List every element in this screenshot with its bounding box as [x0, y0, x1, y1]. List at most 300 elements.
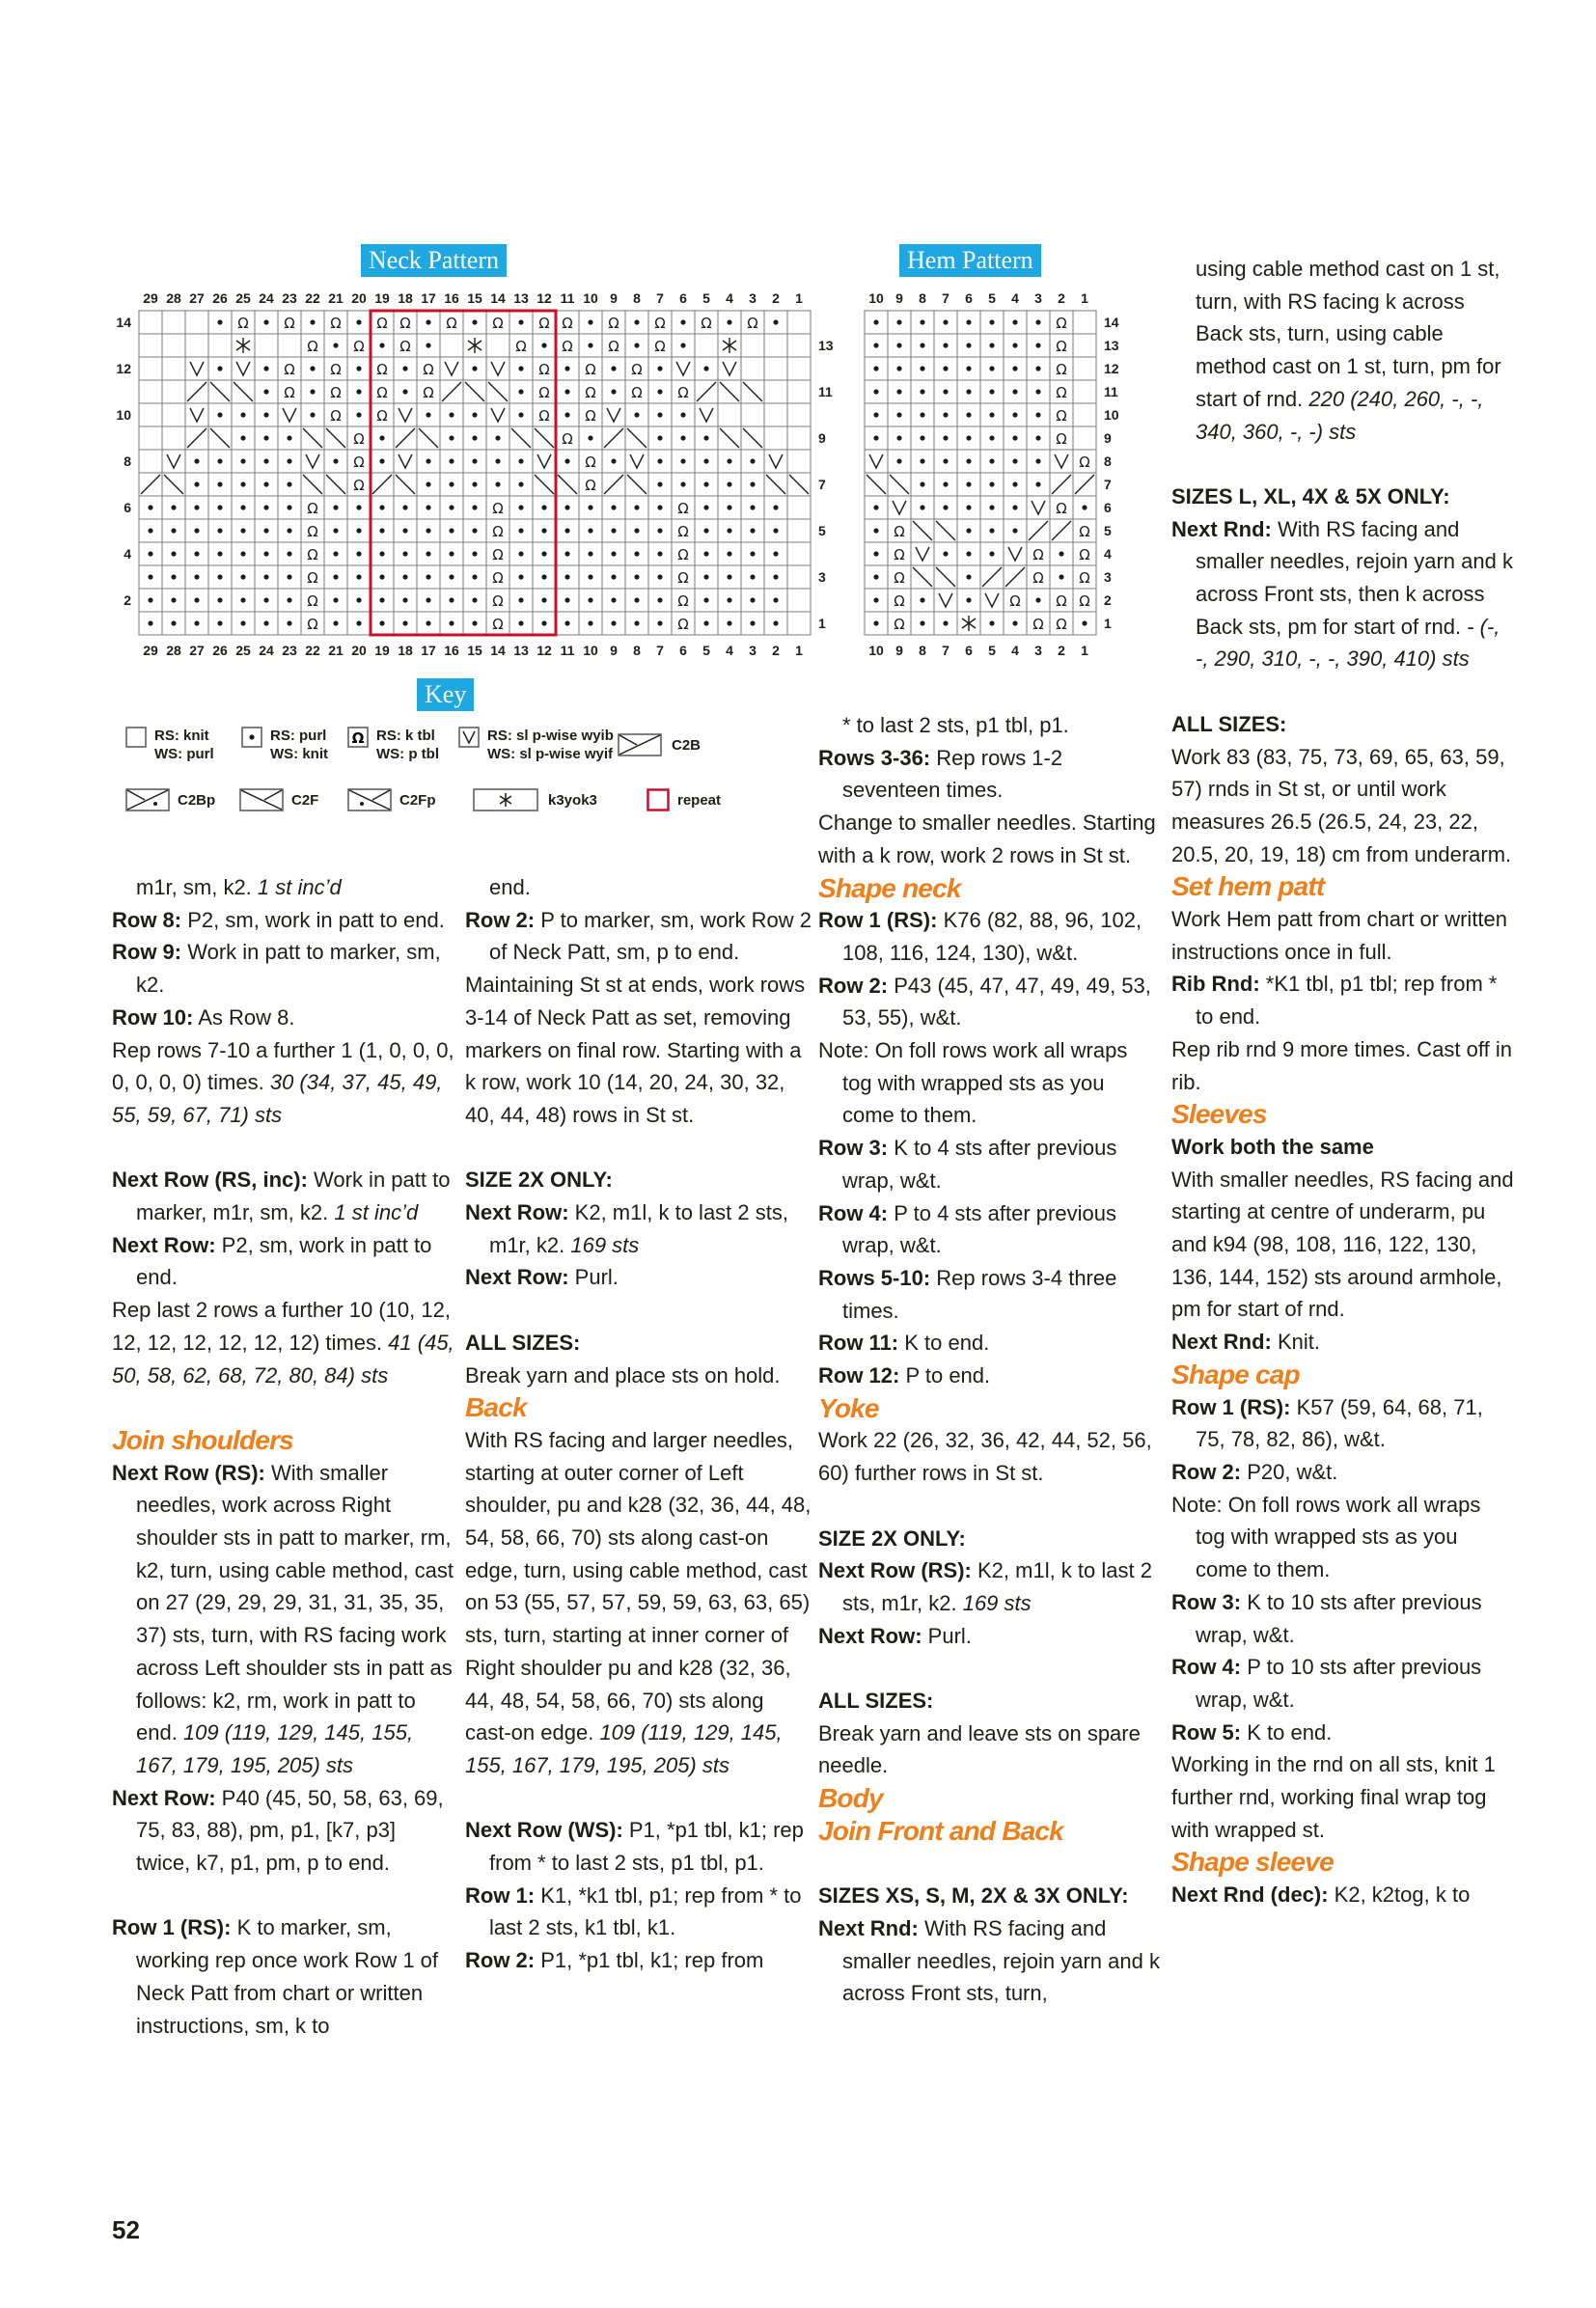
- purl-dot: [379, 458, 384, 463]
- purl-dot: [1035, 412, 1040, 417]
- purl-dot: [680, 412, 685, 417]
- twisted-stitch: Ω: [894, 523, 905, 540]
- purl-dot: [703, 481, 708, 486]
- column-number: 18: [398, 290, 413, 306]
- column-number: 1: [795, 290, 803, 306]
- paragraph: [112, 1294, 454, 1391]
- purl-dot: [727, 458, 731, 463]
- step-label: Next Row (RS):: [818, 1558, 972, 1583]
- purl-dot: [402, 528, 407, 533]
- purl-dot: [564, 505, 569, 509]
- purl-dot: [426, 505, 430, 509]
- purl-dot: [727, 620, 731, 625]
- pattern-row: [818, 1912, 1161, 2010]
- step-text: Break yarn and leave sts on spare needle.: [818, 1720, 1141, 1778]
- purl-dot: [634, 620, 639, 625]
- row-number: 4: [1104, 546, 1112, 562]
- twisted-stitch: Ω: [701, 315, 712, 332]
- chart-cell: [787, 542, 811, 565]
- column-number: 2: [772, 643, 780, 658]
- purl-dot: [518, 574, 523, 579]
- purl-dot: [611, 551, 616, 556]
- step-label: Next Row:: [112, 1232, 216, 1257]
- purl-dot: [518, 412, 523, 417]
- purl-dot: [541, 505, 546, 509]
- hem-pattern-chart: [859, 280, 1135, 666]
- twisted-stitch: Ω: [1009, 592, 1021, 610]
- step-text: Work 22 (26, 32, 36, 42, 44, 52, 56, 60) further rows in St st.: [818, 1428, 1152, 1486]
- pattern-row: [1171, 1489, 1514, 1586]
- section-heading: Sleeves: [1171, 1099, 1267, 1130]
- twisted-stitch: Ω: [515, 338, 527, 355]
- purl-dot: [287, 528, 291, 533]
- purl-dot: [472, 597, 477, 602]
- purl-dot: [287, 597, 291, 602]
- row-number: 12: [1104, 361, 1119, 376]
- step-label: Row 1 (RS):: [112, 1915, 232, 1940]
- purl-dot: [472, 366, 477, 371]
- chart-cell: [162, 357, 185, 380]
- twisted-stitch: Ω: [399, 315, 411, 332]
- row-number: 14: [1104, 315, 1119, 330]
- purl-dot: [896, 366, 901, 371]
- chart-cell: [1073, 403, 1096, 426]
- purl-dot: [541, 597, 546, 602]
- twisted-stitch: Ω: [284, 384, 295, 401]
- twisted-stitch: Ω: [237, 315, 249, 332]
- purl-dot: [472, 574, 477, 579]
- purl-dot: [194, 551, 199, 556]
- purl-dot: [896, 412, 901, 417]
- step-label: Row 2:: [465, 1948, 536, 1973]
- purl-dot: [356, 505, 361, 509]
- purl-dot: [518, 366, 523, 371]
- purl-dot: [727, 574, 731, 579]
- twisted-stitch: Ω: [677, 523, 689, 540]
- purl-dot: [287, 458, 291, 463]
- column-number: 26: [212, 643, 228, 658]
- row-number: 10: [116, 407, 131, 423]
- chart-cell: [695, 334, 718, 357]
- purl-dot: [657, 458, 662, 463]
- pattern-row: [112, 904, 454, 937]
- paragraph: [1171, 253, 1514, 448]
- purl-dot: [703, 620, 708, 625]
- chart-cell: [139, 311, 162, 334]
- chart-cell: [139, 380, 162, 403]
- purl-dot: [263, 319, 268, 324]
- purl-dot: [287, 481, 291, 486]
- chart-cell: [440, 334, 463, 357]
- key-c2fp-label: C2Fp: [399, 792, 436, 809]
- chart-cell: [255, 334, 278, 357]
- purl-dot: [966, 574, 971, 579]
- purl-dot: [356, 319, 361, 324]
- row-number: 13: [1104, 338, 1119, 353]
- pattern-row: [1171, 1717, 1514, 1749]
- repeat-symbol: [647, 788, 670, 811]
- step-text: m1r, sm, k2.: [136, 875, 258, 899]
- purl-dot: [588, 505, 592, 509]
- purl-dot: [333, 551, 338, 556]
- purl-dot: [518, 551, 523, 556]
- purl-dot: [1012, 389, 1017, 394]
- row-number: 1: [818, 616, 826, 631]
- purl-dot: [333, 620, 338, 625]
- column-number: 1: [1081, 290, 1088, 306]
- column-number: 29: [143, 643, 158, 658]
- column-number: 9: [895, 643, 903, 658]
- pattern-row: [1171, 968, 1514, 1032]
- step-label: Next Row (WS):: [465, 1818, 623, 1843]
- chart-cell: [486, 334, 509, 357]
- purl-dot: [263, 458, 268, 463]
- twisted-stitch: Ω: [538, 361, 550, 378]
- step-label: Next Rnd:: [818, 1915, 919, 1940]
- purl-dot: [148, 620, 152, 625]
- column-number: 16: [444, 290, 459, 306]
- purl-dot: [657, 505, 662, 509]
- twisted-stitch: Ω: [492, 616, 504, 633]
- step-text: P2, sm, work in patt to end.: [181, 907, 445, 932]
- purl-dot: [356, 412, 361, 417]
- purl-dot: [920, 319, 924, 324]
- column-number: 7: [942, 643, 949, 658]
- purl-dot: [703, 528, 708, 533]
- purl-dot: [1012, 435, 1017, 440]
- chart-cell: [1073, 334, 1096, 357]
- purl-dot: [449, 551, 454, 556]
- chart-cell: [185, 311, 208, 334]
- step-text: K2, k2tog, k to: [1328, 1882, 1471, 1908]
- column-number: 2: [1058, 290, 1065, 306]
- column-number: 27: [189, 290, 205, 306]
- key-c2b-label: C2B: [672, 737, 702, 754]
- paragraph: [818, 1880, 1161, 1912]
- row-number: 13: [818, 338, 834, 353]
- purl-dot: [611, 597, 616, 602]
- twisted-stitch: Ω: [562, 430, 573, 448]
- row-number: 9: [1104, 430, 1112, 446]
- chart-cell: [787, 450, 811, 473]
- purl-dot: [379, 528, 384, 533]
- purl-symbol: [241, 727, 262, 748]
- step-label: Row 2:: [1171, 1459, 1242, 1484]
- column-number: 8: [633, 290, 641, 306]
- step-text: P to 10 sts after previous wrap, w&t.: [1196, 1655, 1482, 1712]
- purl-dot: [989, 435, 994, 440]
- purl-dot: [356, 574, 361, 579]
- purl-dot: [611, 505, 616, 509]
- step-label: Row 2:: [465, 907, 536, 932]
- purl-dot: [966, 458, 971, 463]
- twisted-stitch: Ω: [446, 315, 457, 332]
- column-number: 20: [351, 290, 367, 306]
- purl-dot: [518, 597, 523, 602]
- purl-dot: [943, 389, 948, 394]
- purl-dot: [873, 574, 878, 579]
- twisted-stitch: Ω: [677, 384, 689, 401]
- column-number: 4: [726, 290, 733, 306]
- twisted-stitch: Ω: [1056, 407, 1067, 425]
- purl-dot: [1012, 505, 1017, 509]
- purl-dot: [966, 435, 971, 440]
- chart-cell: [787, 496, 811, 519]
- twisted-stitch-symbol: [347, 727, 369, 748]
- purl-dot: [873, 505, 878, 509]
- step-text: Rep rows 1-2 seventeen times.: [842, 745, 1063, 803]
- column-number: 4: [1011, 643, 1019, 658]
- purl-dot: [171, 505, 176, 509]
- column-number: 2: [772, 290, 780, 306]
- purl-dot: [240, 597, 245, 602]
- purl-dot: [943, 505, 948, 509]
- step-text: P43 (45, 47, 47, 49, 49, 53, 53, 55), w&t.: [842, 973, 1151, 1030]
- purl-dot: [426, 343, 430, 347]
- twisted-stitch: Ω: [353, 453, 365, 471]
- column-number: 13: [513, 290, 529, 306]
- purl-dot: [263, 435, 268, 440]
- twisted-stitch: Ω: [538, 407, 550, 425]
- text-column-2: [465, 871, 812, 1977]
- twisted-stitch: Ω: [330, 361, 342, 378]
- column-number: 6: [679, 290, 687, 306]
- row-number: 4: [124, 546, 131, 562]
- chart-cell: [741, 357, 764, 380]
- row-number: 9: [818, 430, 826, 446]
- twisted-stitch: Ω: [353, 430, 365, 448]
- purl-dot: [657, 389, 662, 394]
- step-text: P1, *p1 tbl, k1; rep from: [535, 1948, 764, 1973]
- purl-dot: [541, 551, 546, 556]
- column-number: 14: [490, 290, 506, 306]
- purl-dot: [873, 597, 878, 602]
- twisted-stitch: Ω: [1056, 338, 1067, 355]
- pattern-row: [112, 1002, 454, 1034]
- purl-dot: [966, 366, 971, 371]
- purl-dot: [518, 528, 523, 533]
- row-number: 8: [124, 453, 131, 469]
- twisted-stitch: Ω: [894, 569, 905, 587]
- column-number: 23: [282, 643, 297, 658]
- purl-dot: [333, 528, 338, 533]
- purl-dot: [449, 505, 454, 509]
- column-number: 15: [467, 290, 482, 306]
- row-number: 3: [1104, 569, 1112, 585]
- column-number: 7: [942, 290, 949, 306]
- step-label: Row 2:: [818, 973, 889, 998]
- stitch-count: 169 sts: [962, 1590, 1032, 1615]
- hem-pattern-title: Hem Pattern: [899, 244, 1041, 277]
- pattern-row: [1171, 1326, 1514, 1359]
- purl-dot: [263, 412, 268, 417]
- twisted-stitch: Ω: [423, 384, 434, 401]
- twisted-stitch: Ω: [585, 407, 596, 425]
- purl-dot: [588, 435, 592, 440]
- purl-dot: [541, 528, 546, 533]
- step-label: Row 1 (RS):: [1171, 1394, 1291, 1419]
- twisted-stitch: Ω: [1032, 569, 1044, 587]
- twisted-stitch: Ω: [492, 315, 504, 332]
- purl-dot: [495, 481, 500, 486]
- purl-dot: [240, 458, 245, 463]
- chart-cell: [787, 334, 811, 357]
- step-text: Rep rows 3-4 three times.: [842, 1265, 1117, 1323]
- step-text: using cable method cast on 1 st, turn, with RS facing k across Back sts, turn, using cable method cast on 1 st, turn, pm for start of rnd.: [1196, 257, 1501, 411]
- purl-dot: [773, 319, 778, 324]
- spacer: [818, 1652, 1161, 1685]
- column-number: 14: [490, 643, 506, 658]
- purl-dot: [310, 412, 315, 417]
- purl-dot: [873, 620, 878, 625]
- purl-dot: [634, 319, 639, 324]
- purl-dot: [750, 597, 755, 602]
- purl-dot: [634, 528, 639, 533]
- column-number: 10: [868, 643, 884, 658]
- purl-dot: [773, 597, 778, 602]
- pattern-row: [1171, 1391, 1514, 1456]
- purl-dot: [449, 435, 454, 440]
- step-text: Work Hem patt from chart or written instructions once in full.: [1171, 907, 1508, 964]
- purl-dot: [518, 319, 523, 324]
- twisted-stitch: Ω: [585, 477, 596, 494]
- column-number: 10: [583, 643, 598, 658]
- purl-dot: [943, 319, 948, 324]
- knit-symbol: [125, 727, 147, 748]
- chart-svg: [859, 280, 1135, 666]
- step-text: K to 10 sts after previous wrap, w&t.: [1196, 1589, 1482, 1647]
- purl-dot: [240, 528, 245, 533]
- purl-dot: [896, 343, 901, 347]
- paragraph: [1171, 1748, 1514, 1846]
- column-number: 6: [965, 290, 973, 306]
- purl-dot: [750, 528, 755, 533]
- purl-dot: [750, 481, 755, 486]
- twisted-stitch: Ω: [492, 500, 504, 517]
- twisted-stitch: Ω: [1056, 592, 1067, 610]
- step-label: SIZES L, XL, 4X & 5X ONLY:: [1171, 483, 1450, 508]
- purl-dot: [943, 366, 948, 371]
- twisted-stitch: Ω: [376, 361, 388, 378]
- twisted-stitch: Ω: [562, 338, 573, 355]
- purl-dot: [943, 551, 948, 556]
- twisted-stitch: Ω: [1032, 546, 1044, 563]
- chart-cell: [787, 519, 811, 542]
- twisted-stitch: Ω: [376, 384, 388, 401]
- spacer: [465, 1132, 812, 1165]
- purl-dot: [426, 481, 430, 486]
- step-label: Row 12:: [818, 1363, 900, 1388]
- step-label: Row 4:: [1171, 1655, 1242, 1680]
- purl-dot: [1082, 505, 1087, 509]
- pattern-row: [1171, 1586, 1514, 1651]
- column-number: 19: [374, 290, 390, 306]
- purl-dot: [989, 458, 994, 463]
- step-label: Next Row:: [112, 1785, 216, 1810]
- chart-cell: [787, 589, 811, 612]
- column-number: 1: [795, 643, 803, 658]
- row-number: 3: [818, 569, 826, 585]
- purl-dot: [402, 597, 407, 602]
- paragraph: [465, 871, 812, 904]
- twisted-stitch: Ω: [399, 338, 411, 355]
- purl-dot: [680, 319, 685, 324]
- twisted-stitch: Ω: [307, 616, 318, 633]
- purl-dot: [217, 574, 222, 579]
- chart-cell: [1073, 357, 1096, 380]
- pattern-row: [112, 1229, 454, 1294]
- step-label: Next Rnd:: [1171, 516, 1272, 541]
- chart-cell: [741, 334, 764, 357]
- purl-dot: [217, 458, 222, 463]
- column-number: 20: [351, 643, 367, 658]
- column-number: 28: [166, 290, 181, 306]
- twisted-stitch: Ω: [585, 361, 596, 378]
- step-label: Next Row:: [818, 1623, 922, 1648]
- purl-dot: [263, 597, 268, 602]
- column-number: 3: [1034, 290, 1042, 306]
- purl-dot: [449, 481, 454, 486]
- purl-dot: [171, 528, 176, 533]
- step-text: With RS facing and smaller needles, rejoin yarn and k across Front sts, turn,: [842, 1915, 1160, 2006]
- purl-dot: [989, 620, 994, 625]
- purl-dot: [263, 366, 268, 371]
- chart-cell: [787, 311, 811, 334]
- twisted-stitch: Ω: [894, 592, 905, 610]
- purl-dot: [634, 343, 639, 347]
- purl-dot: [287, 435, 291, 440]
- purl-dot: [750, 574, 755, 579]
- step-text: K to end.: [898, 1331, 990, 1356]
- row-number: 11: [818, 384, 833, 399]
- pattern-row: [818, 1132, 1161, 1196]
- stitch-count: - (-, -, 290, 310, -, -, 390, 410) sts: [1196, 614, 1500, 672]
- section-heading: Join Front and Back: [818, 1815, 1063, 1846]
- twisted-stitch: Ω: [1032, 616, 1044, 633]
- spacer: [818, 1848, 1161, 1881]
- section-heading: Back: [465, 1392, 527, 1423]
- purl-dot: [873, 343, 878, 347]
- row-number: 2: [1104, 592, 1112, 608]
- column-number: 7: [656, 643, 664, 658]
- twisted-stitch: Ω: [284, 361, 295, 378]
- purl-dot: [564, 389, 569, 394]
- purl-dot: [989, 481, 994, 486]
- step-label: Row 9:: [112, 940, 182, 965]
- pattern-row: [818, 1554, 1161, 1619]
- purl-dot: [379, 505, 384, 509]
- spacer: [112, 1880, 454, 1912]
- paragraph: [818, 807, 1161, 871]
- spacer: [112, 1132, 454, 1165]
- key-ktbl-label: RS: k tbl WS: p tbl: [376, 728, 439, 762]
- spacer: [1171, 448, 1514, 481]
- purl-dot: [379, 597, 384, 602]
- column-number: 6: [965, 643, 973, 658]
- column-number: 17: [421, 290, 436, 306]
- pattern-row: [818, 904, 1161, 969]
- paragraph: [1171, 1164, 1514, 1327]
- twisted-stitch: Ω: [1079, 453, 1090, 471]
- pattern-row: [1171, 1879, 1514, 1911]
- purl-dot: [657, 528, 662, 533]
- paragraph: [465, 1327, 812, 1360]
- purl-dot: [240, 574, 245, 579]
- purl-dot: [920, 343, 924, 347]
- purl-dot: [426, 528, 430, 533]
- spacer: [112, 1391, 454, 1424]
- pattern-row: [465, 1944, 812, 1977]
